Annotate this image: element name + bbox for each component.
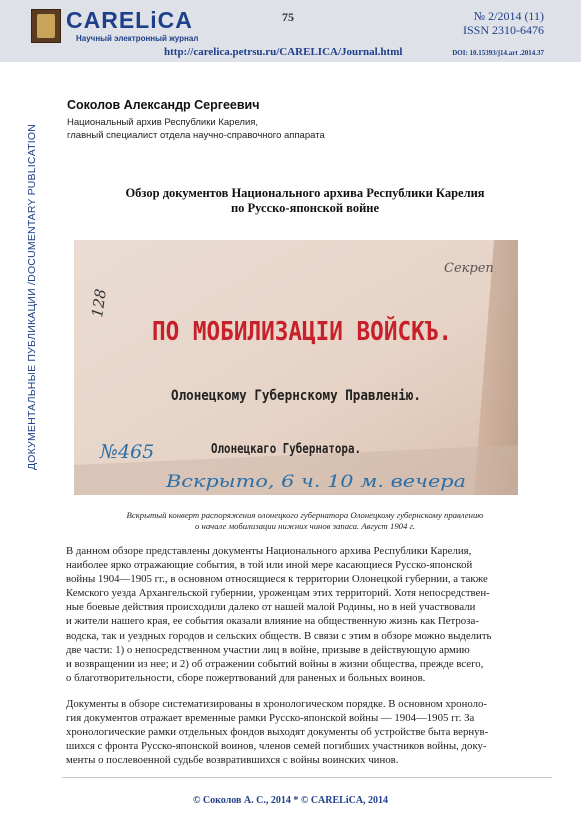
issue-number: № 2/2014 (11) — [473, 9, 544, 23]
envelope-from-line: Олонецкаго Губернатора. — [211, 442, 361, 457]
author-affiliation — [67, 116, 325, 142]
caption-line: Вскрытый конверт распоряжения олонецкого губернатора Олонецкому губернскому правлению — [126, 510, 484, 520]
envelope-handwritten-note: Вскрыто, 6 ч. 10 м. вечера — [164, 472, 466, 492]
text-line: две части: 1) о непосредственном участии лиц в войне, призыве в действующую армию — [66, 643, 470, 656]
caption-line: о начале мобилизации нижних чинов запаса. Август 1904 г. — [195, 521, 415, 531]
article-title — [60, 186, 550, 216]
envelope-corner-text: Секреп — [444, 261, 494, 276]
journal-logo-emblem — [31, 9, 61, 43]
text-line: Кемского уезда Архангельской губернии, уроженцам этих территорий. Хотя непосредствен- — [66, 587, 490, 600]
text-line: наиболее ярко отражающие события, в той или иной мере касающиеся Русско-японской — [66, 559, 473, 572]
journal-url-link[interactable]: http://carelica.petrsu.ru/CARELICA/Journal.html — [164, 46, 403, 58]
footer-divider — [62, 777, 552, 778]
journal-header — [0, 0, 581, 62]
text-line: о благотворительности, сборе пожертвований для раненых и больных воинов. — [66, 671, 426, 684]
text-line: и возвращении из нее; и 2) об отражении событий войны в жизни общества, прежде всего, — [66, 657, 484, 670]
journal-subtitle: Научный электронный журнал — [76, 34, 199, 43]
page-number: 75 — [282, 10, 294, 24]
affiliation-line: Национальный архив Республики Карелия, — [67, 117, 259, 128]
text-line: шихся с фронта Русско-японской воинов, членов семей погибших участников войны, доку- — [66, 740, 487, 753]
photo-caption — [60, 510, 550, 532]
paragraph-2 — [66, 697, 547, 767]
author-name: Соколов Александр Сергеевич — [67, 98, 260, 112]
text-line: и жители нашего края, ее события оказали влияние на общественную жизнь как Петроза- — [66, 615, 479, 628]
envelope-stamp-line: ПО МОБИЛИЗАЦІИ ВОЙСКЪ. — [152, 317, 497, 347]
envelope-handwritten-number: 128 — [88, 287, 110, 319]
envelope-photo — [74, 240, 518, 495]
issn: ISSN 2310-6476 — [462, 23, 544, 37]
footer-copyright: © Соколов А. С., 2014 * © CARELiCA, 2014 — [192, 795, 389, 806]
text-line: водска, так и уездных городов и сельских обществ. В связи с этим в обзоре можно выделить — [66, 629, 492, 642]
text-line: менты о послевоенной судьбе возвратившихся с войны воинских чинов. — [66, 754, 399, 767]
section-side-label: ДОКУМЕНТАЛЬНЫЕ ПУБЛИКАЦИИ /DOCUMENTARY PUBLICATION — [26, 124, 38, 470]
text-line: гия документов отражает временные рамки Русско-японской войны — 1904—1905 гг. За — [66, 712, 475, 725]
paragraph-1 — [66, 544, 547, 685]
title-line: по Русско-японской войне — [230, 201, 380, 215]
envelope-address-line: Олонецкому Губернскому Правленію. — [171, 388, 421, 404]
text-line: ные боевые действия происходили далеко от нашей малой Родины, но в ней участвовали — [66, 601, 476, 614]
doi: DOI: 10.15393/j14.art .2014.37 — [452, 49, 544, 57]
envelope-reg-number: №465 — [100, 441, 155, 463]
text-line: хронологические рамки отдельных фондов выходят документы об устройстве быта вернув- — [66, 726, 489, 739]
affiliation-line: главный специалист отдела научно-справочного аппарата — [67, 130, 325, 141]
title-line: Обзор документов Национального архива Республики Карелия — [125, 186, 485, 200]
text-line: В данном обзоре представлены документы Национального архива Республики Карелия, — [66, 545, 472, 557]
journal-logo[interactable]: CARELiCA — [66, 7, 193, 33]
text-line: Документы в обзоре систематизированы в хронологическом порядке. В основном хроноло- — [66, 698, 487, 710]
text-line: войны 1904—1905 гг., в основном относящиеся к территории Олонецкой губернии, а также — [66, 573, 488, 586]
